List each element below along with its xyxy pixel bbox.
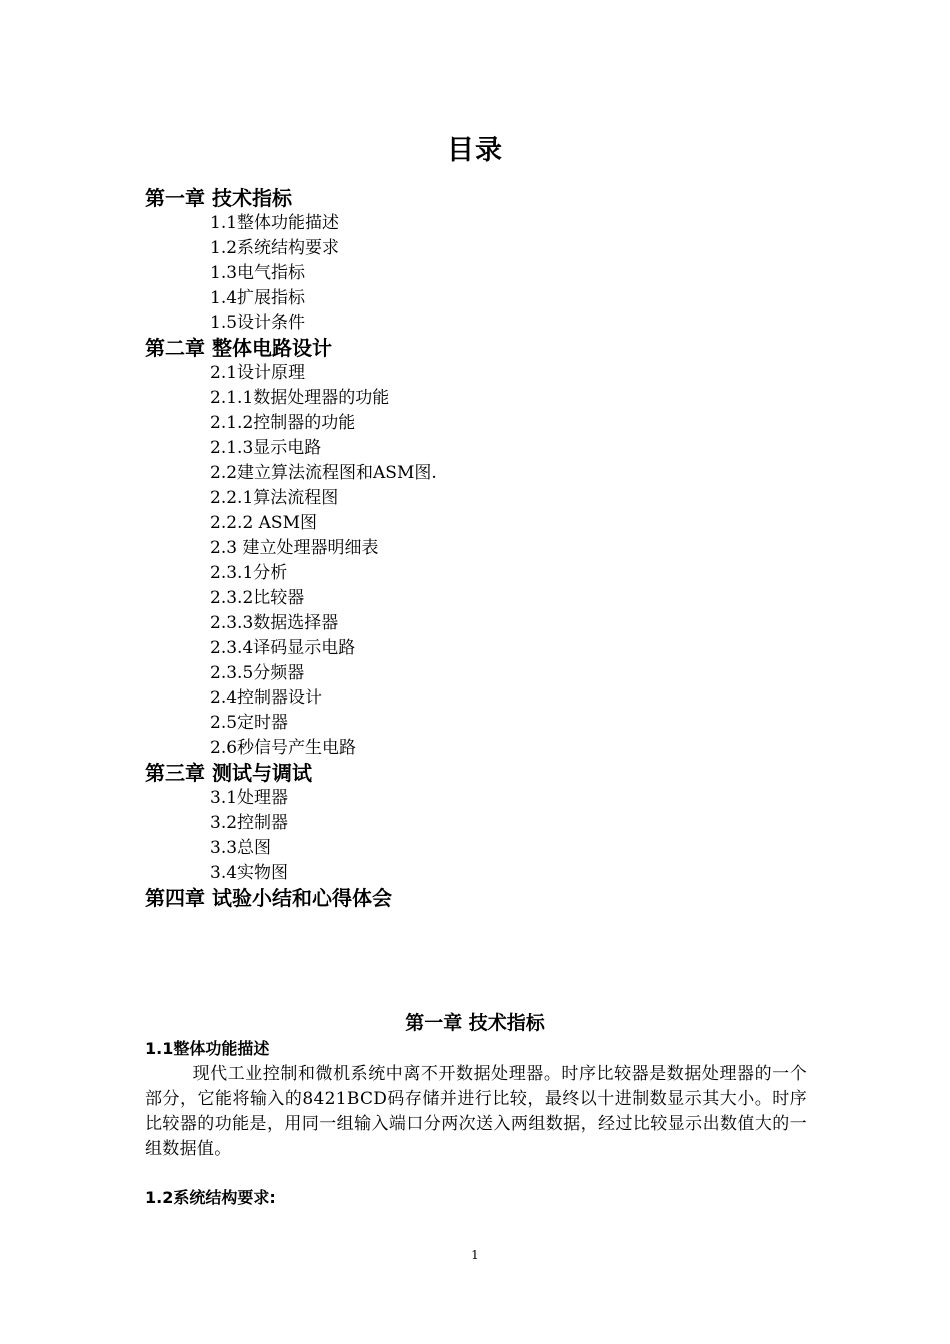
toc-sub-entry: 2.2建立算法流程图和ASM图. bbox=[210, 463, 437, 483]
toc-chapter-entry: 第一章 技术指标 bbox=[145, 186, 292, 210]
toc-sub-entry: 2.1.3显示电路 bbox=[210, 438, 322, 458]
table-of-contents bbox=[0, 186, 950, 911]
toc-title: 目录 bbox=[447, 135, 503, 166]
toc-sub-entry: 1.4扩展指标 bbox=[210, 288, 306, 308]
toc-sub-entry: 2.5定时器 bbox=[210, 713, 289, 733]
toc-chapter-entry: 第二章 整体电路设计 bbox=[145, 336, 332, 360]
toc-sub-entry: 3.3总图 bbox=[210, 838, 272, 858]
toc-sub-entry: 2.6秒信号产生电路 bbox=[210, 738, 357, 758]
toc-chapter-entry: 第四章 试验小结和心得体会 bbox=[145, 886, 392, 910]
toc-sub-entry: 1.1整体功能描述 bbox=[210, 213, 340, 233]
page-number: 1 bbox=[471, 1248, 479, 1262]
toc-sub-entry: 3.4实物图 bbox=[210, 863, 289, 883]
toc-sub-entry: 2.4控制器设计 bbox=[210, 688, 323, 708]
toc-sub-entry: 2.2.2 ASM图 bbox=[210, 513, 317, 533]
toc-sub-entry: 2.2.1算法流程图 bbox=[210, 488, 339, 508]
toc-sub-entry: 1.5设计条件 bbox=[210, 313, 306, 333]
section-heading-1-1: 1.1整体功能描述 bbox=[145, 1039, 270, 1058]
section-heading-1-2: 1.2系统结构要求: bbox=[145, 1188, 276, 1207]
toc-sub-entry: 2.3.3数据选择器 bbox=[210, 613, 339, 633]
toc-sub-entry: 3.2控制器 bbox=[210, 813, 289, 833]
toc-sub-entry: 2.3.1分析 bbox=[210, 563, 288, 583]
toc-sub-entry: 3.1处理器 bbox=[210, 788, 289, 808]
toc-sub-entry: 1.2系统结构要求 bbox=[210, 238, 340, 258]
toc-sub-entry: 2.1设计原理 bbox=[210, 363, 306, 383]
toc-sub-entry: 2.3.4译码显示电路 bbox=[210, 638, 356, 658]
toc-chapter-entry: 第三章 测试与调试 bbox=[145, 761, 312, 785]
section-paragraph: 现代工业控制和微机系统中离不开数据处理器。时序比较器是数据处理器的一个部分，它能将输入的8421BCD码存储并进行比较，最终以十进制数显示其大小。时序比较器的功能是，用同一组输入端口分两次送入两组数据，经过比较显示出数值大的一组数据值。 bbox=[145, 1064, 807, 1159]
chapter-heading: 第一章 技术指标 bbox=[405, 1012, 545, 1034]
toc-sub-entry: 2.3.2比较器 bbox=[210, 588, 305, 608]
toc-sub-entry: 2.3.5分频器 bbox=[210, 663, 305, 683]
toc-sub-entry: 2.1.2控制器的功能 bbox=[210, 413, 356, 433]
toc-sub-entry: 2.1.1数据处理器的功能 bbox=[210, 388, 390, 408]
toc-sub-entry: 1.3电气指标 bbox=[210, 263, 306, 283]
toc-sub-entry: 2.3 建立处理器明细表 bbox=[210, 538, 379, 558]
